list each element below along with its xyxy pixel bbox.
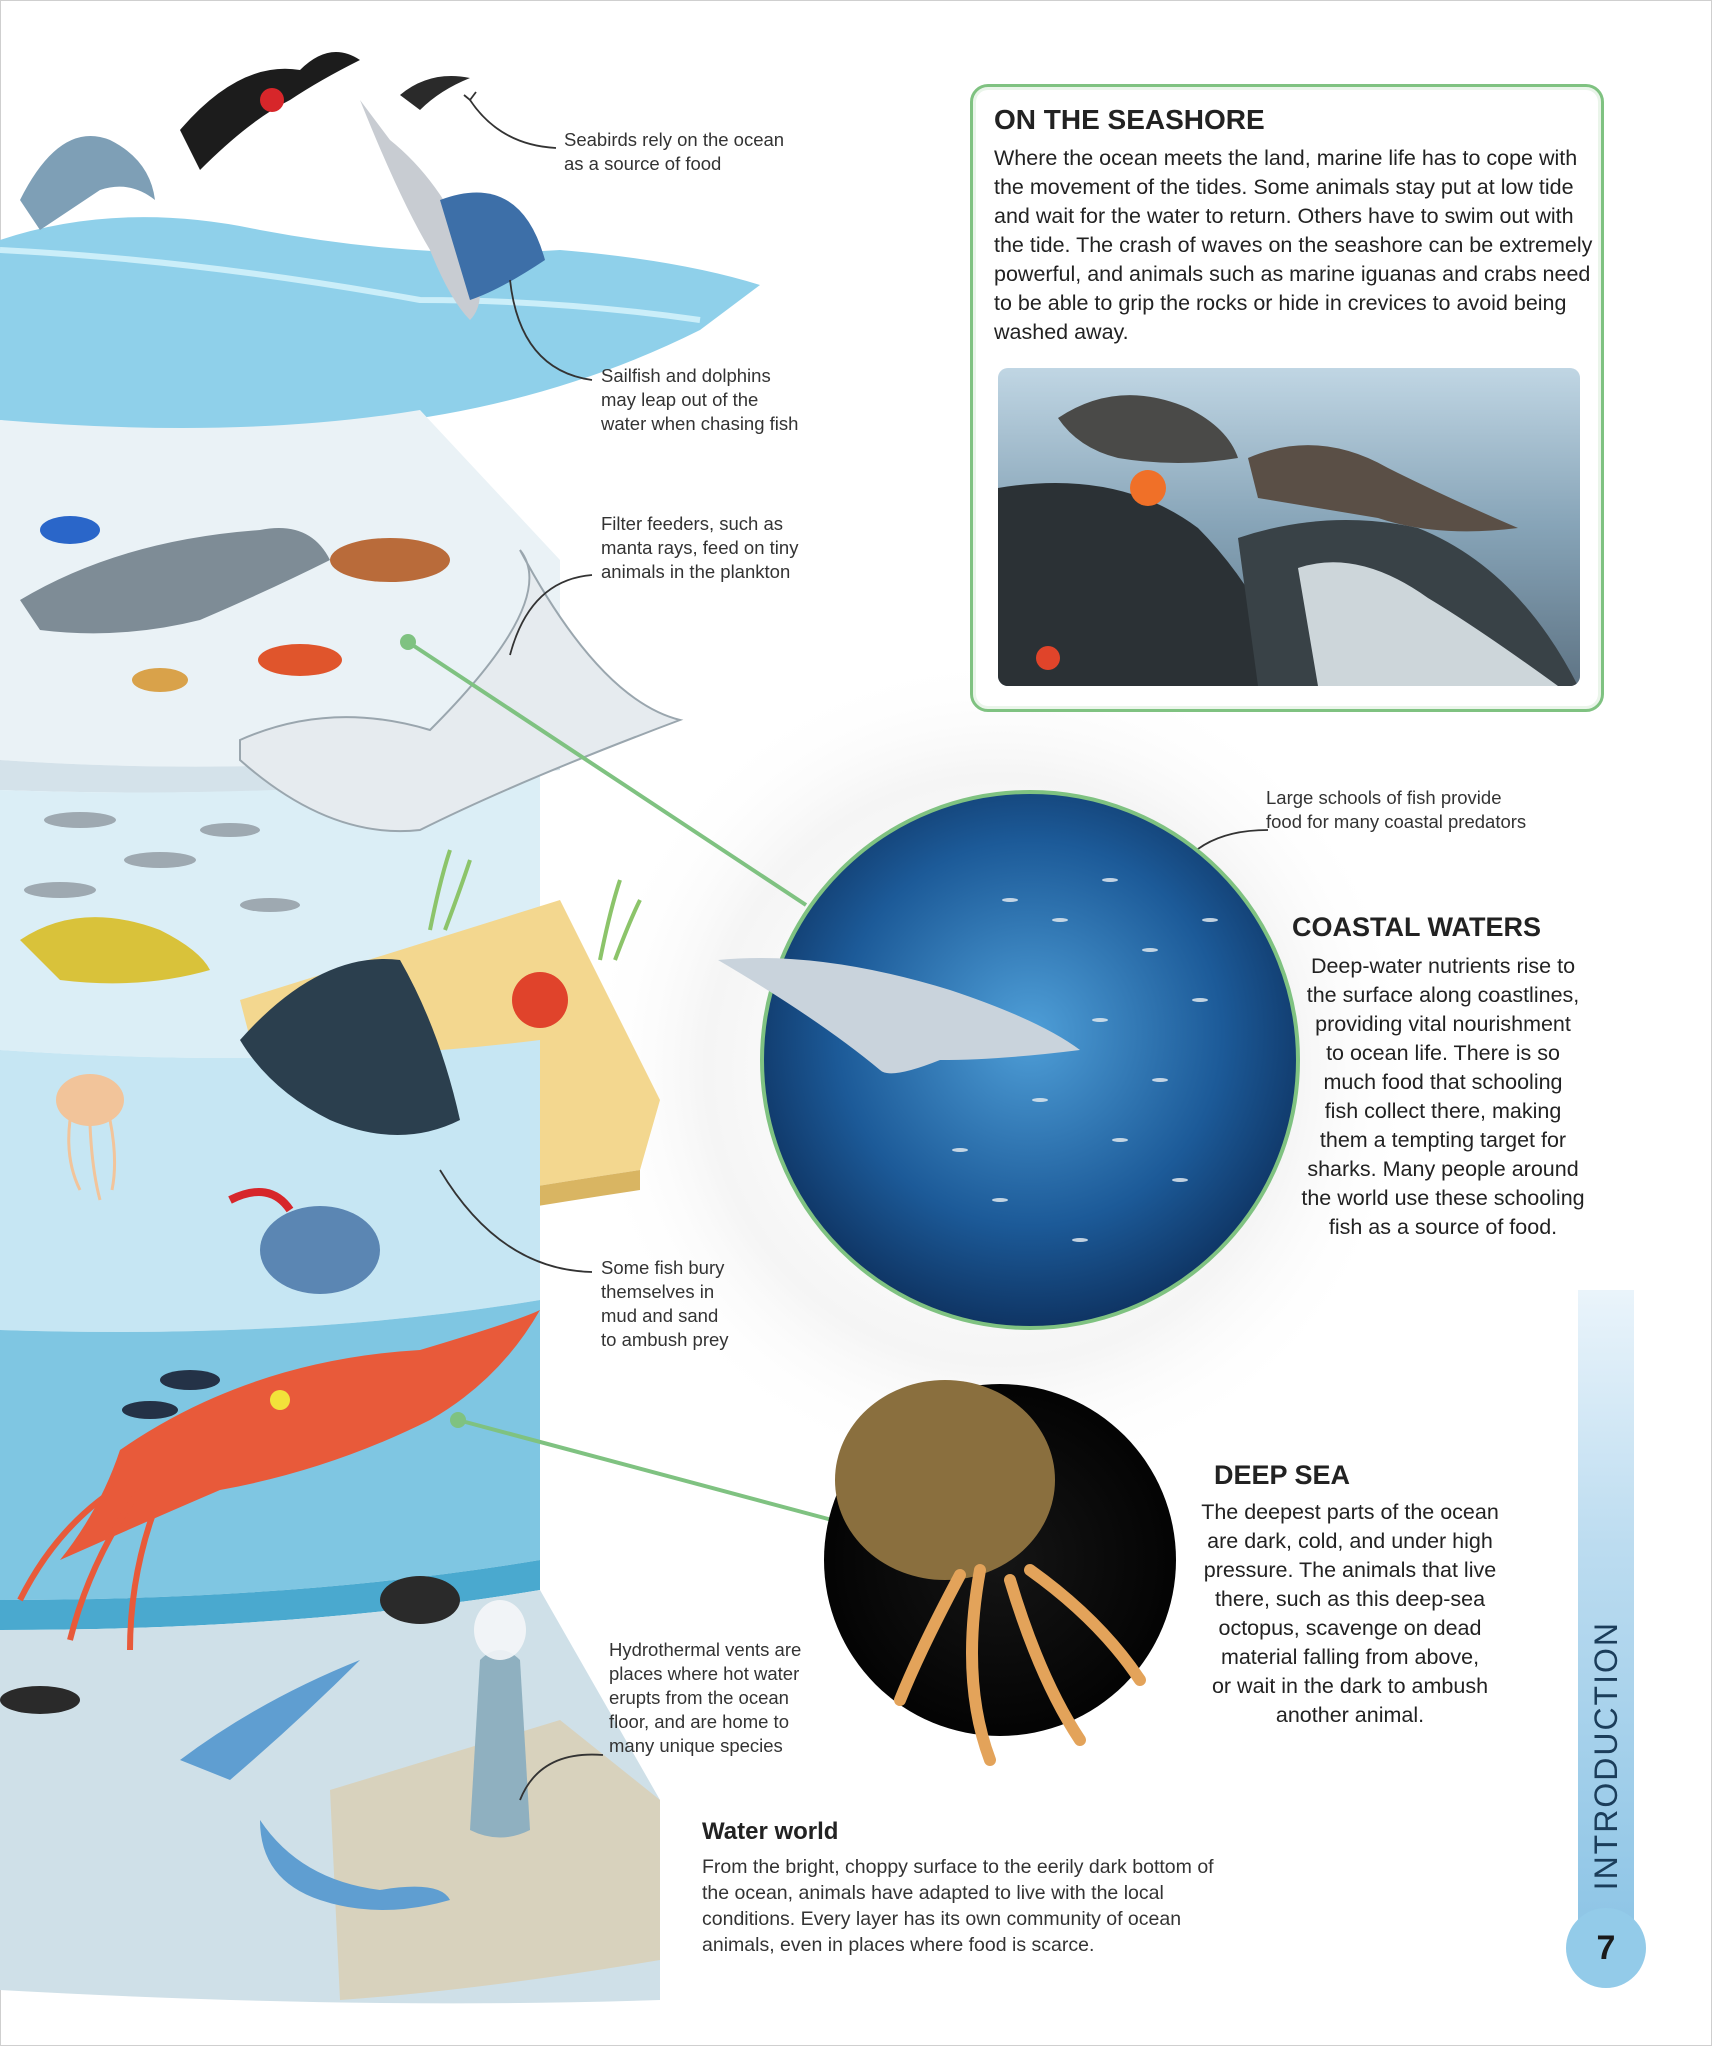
deep-sea-body	[1160, 1498, 1540, 1730]
seabird-arrow	[470, 100, 556, 148]
coastal-waters-title: COASTAL WATERS	[1292, 912, 1541, 942]
tang-icon	[40, 516, 100, 544]
coastal-line: the world use these schooling	[1301, 1186, 1585, 1210]
coastal-waters-photo	[762, 792, 1298, 1328]
opah-icon	[260, 1206, 380, 1294]
seabird-arrowhead	[464, 92, 476, 100]
frigatebird-throat	[260, 88, 284, 112]
red-fish-icon	[258, 644, 342, 676]
water-world-title: Water world	[702, 1818, 839, 1845]
sally-lightfoot-crab-icon	[1130, 470, 1166, 506]
anglerfish-icon	[380, 1576, 460, 1624]
coastal-line: sharks. Many people around	[1307, 1157, 1579, 1181]
grouper-icon	[330, 538, 450, 582]
caption-sailfish: Sailfish and dolphins may leap out of the water when chasing fish	[601, 365, 799, 434]
vent-plume	[474, 1600, 526, 1660]
squid-eye	[270, 1390, 290, 1410]
black-fish-icon	[0, 1686, 80, 1714]
coastal-waters-body	[1268, 952, 1618, 1242]
small-fish-icon	[132, 668, 188, 692]
coastal-line: to ocean life. There is so	[1326, 1041, 1560, 1065]
coastal-line: fish collect there, making	[1324, 1099, 1562, 1123]
coastal-line: them a tempting target for	[1319, 1128, 1567, 1152]
seashore-body: Where the ocean meets the land, marine life has to cope with the movement of the tides. Some animals stay put at low tide and wait for the water to return. Others have to swim out with the tide. The crash of waves on the seashore can be extremely powerful, and animals such as marine iguanas and crabs need to be able to grip the rocks or hide in crevices to avoid being washed away.	[994, 146, 1593, 344]
deep-sea-line: octopus, scavenge on dead	[1218, 1616, 1482, 1640]
tern-icon	[400, 76, 470, 110]
deep-sea-line: The deepest parts of the ocean	[1201, 1500, 1499, 1524]
deep-sea-line: or wait in the dark to ambush	[1211, 1674, 1489, 1698]
marine-iguana-photo	[998, 368, 1580, 686]
seashore-photo	[998, 368, 1580, 686]
page-number: 7	[1566, 1908, 1646, 1988]
coastal-line: fish as a source of food.	[1328, 1215, 1558, 1239]
section-tab-label: INTRODUCTION	[1587, 1620, 1624, 1890]
deep-sea-line: pressure. The animals that live	[1203, 1558, 1497, 1582]
jellyfish-icon	[56, 1074, 124, 1126]
coastal-line: much food that schooling	[1323, 1070, 1563, 1094]
frogfish-icon	[512, 972, 568, 1028]
caption-fish-schools: Large schools of fish provide food for many coastal predators	[1266, 787, 1527, 832]
deep-sea-line: are dark, cold, and under high	[1207, 1529, 1493, 1553]
water-world-body: From the bright, choppy surface to the eerily dark bottom of the ocean, animals have adapted to live with the local conditions. Every layer has its own community of ocean animals, even in places where food is scarce.	[702, 1856, 1214, 1956]
lanternfish-icon-2	[122, 1401, 178, 1419]
caption-hydrothermal-vents: Hydrothermal vents are places where hot water erupts from the ocean floor, and are home to many unique species	[609, 1639, 802, 1756]
deep-sea-title: DEEP SEA	[1214, 1460, 1351, 1490]
caption-fish-bury: Some fish bury themselves in mud and sand to ambush prey	[601, 1257, 729, 1350]
vent-chimney	[470, 1650, 530, 1838]
coastal-line: providing vital nourishment	[1315, 1012, 1571, 1036]
section-tab-label-wrap	[1578, 1290, 1634, 1890]
crab-icon	[1036, 646, 1060, 670]
coastal-line: Deep-water nutrients rise to	[1310, 954, 1576, 978]
lanternfish-icon	[160, 1370, 220, 1390]
deep-sea-line: another animal.	[1275, 1703, 1425, 1727]
deep-sea-octopus-icon	[835, 1380, 1055, 1580]
dolphin-icon	[20, 136, 155, 230]
caption-seabirds: Seabirds rely on the ocean as a source of food	[564, 129, 785, 174]
seashore-title: ON THE SEASHORE	[994, 104, 1265, 135]
coastal-line: the surface along coastlines,	[1306, 983, 1580, 1007]
caption-filter-feeders: Filter feeders, such as manta rays, feed on tiny animals in the plankton	[601, 513, 799, 582]
deep-sea-line: material falling from above,	[1220, 1645, 1480, 1669]
deep-sea-line: there, such as this deep-sea	[1214, 1587, 1486, 1611]
